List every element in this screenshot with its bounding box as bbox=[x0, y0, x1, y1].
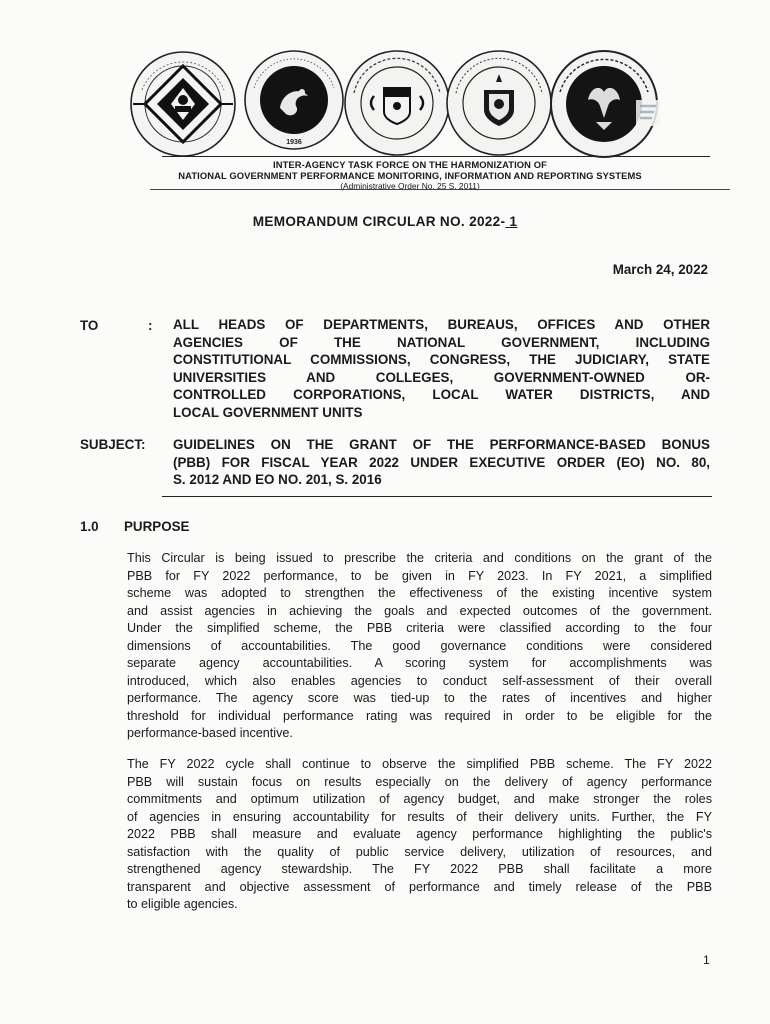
paragraph-line: PBB for FY 2022 performance, to be given in FY 2023. In FY 2021, a simplified bbox=[127, 568, 712, 583]
paragraph-line: threshold for individual performance rating was required in order to be eligible for the bbox=[127, 708, 712, 723]
office-of-the-president-seal-icon bbox=[342, 48, 452, 158]
paragraph-line: performance. The agency score was tied-up to the rates of incentives and higher bbox=[127, 691, 712, 705]
to-label: TO bbox=[80, 318, 99, 333]
subject-line: GUIDELINES ON THE GRANT OF THE PERFORMANCE-BASED BONUS bbox=[173, 437, 710, 452]
to-line: UNIVERSITIES AND COLLEGES, GOVERNMENT-OWNED OR- bbox=[173, 369, 710, 385]
paragraph-line: PBB will sustain focus on results especially on the delivery of agency performance bbox=[127, 774, 712, 789]
paragraph-line: to eligible agencies. bbox=[127, 897, 238, 911]
memorandum-circular-prefix: MEMORANDUM CIRCULAR NO. 2022- bbox=[252, 214, 506, 229]
section-title: PURPOSE bbox=[124, 519, 190, 534]
memorandum-circular-number: 1 bbox=[505, 214, 518, 229]
subject-label: SUBJECT: bbox=[80, 437, 146, 452]
dbm-seal-year: 1936 bbox=[286, 139, 302, 146]
subject-text bbox=[173, 436, 710, 489]
task-force-name-line2: NATIONAL GOVERNMENT PERFORMANCE MONITORING, INFORMATION AND REPORTING SYSTEMS bbox=[178, 170, 642, 181]
paragraph-line: and assist agencies in achieving the goals and expected outcomes of the government. bbox=[127, 603, 712, 618]
paragraph-line: transparent and objective assessment of performance and timely release of the PBB bbox=[127, 879, 712, 894]
header-bottom-rule bbox=[150, 189, 730, 190]
paragraph-line: satisfaction with the quality of public service delivery, utilization of resources, and bbox=[127, 844, 712, 859]
page-number: 1 bbox=[703, 953, 710, 967]
department-of-budget-and-management-seal-icon bbox=[242, 48, 346, 152]
subject-line: (PBB) FOR FISCAL YEAR 2022 UNDER EXECUTIVE ORDER (EO) NO. 80, bbox=[173, 454, 710, 470]
to-colon: : bbox=[148, 318, 153, 333]
to-line: AGENCIES OF THE NATIONAL GOVERNMENT, INCLUDING bbox=[173, 334, 710, 350]
purpose-paragraph-1 bbox=[127, 550, 712, 743]
to-line: CONTROLLED CORPORATIONS, LOCAL WATER DISTRICTS, AND bbox=[173, 387, 710, 403]
paragraph-line: dimensions of accountabilities. The good governance conditions were considered bbox=[127, 638, 712, 653]
paragraph-line: performance-based incentive. bbox=[127, 726, 293, 740]
subject-divider bbox=[162, 496, 712, 497]
to-addressees bbox=[173, 316, 710, 422]
paragraph-line: introduced, which also enables agencies to conduct self-assessment of their overall bbox=[127, 673, 712, 688]
paragraph-line: 2022 PBB shall measure and evaluate agency performance highlighting the public's bbox=[127, 827, 712, 841]
agency-seals-row bbox=[128, 48, 658, 160]
purpose-paragraph-2 bbox=[127, 756, 712, 914]
department-of-finance-seal-icon bbox=[444, 48, 554, 158]
memorandum-date: March 24, 2022 bbox=[612, 262, 708, 277]
to-line: LOCAL GOVERNMENT UNITS bbox=[173, 404, 363, 420]
task-force-name-line1: INTER-AGENCY TASK FORCE ON THE HARMONIZATION OF bbox=[273, 159, 547, 170]
to-line: ALL HEADS OF DEPARTMENTS, BUREAUS, OFFICES AND OTHER bbox=[173, 317, 710, 332]
section-number: 1.0 bbox=[80, 519, 99, 534]
subject-line: S. 2012 AND EO NO. 201, S. 2016 bbox=[173, 472, 382, 488]
administrative-order-reference: (Administrative Order No. 25 S. 2011) bbox=[340, 181, 480, 191]
paragraph-line: scheme was adopted to strengthen the effectiveness of the existing incentive system bbox=[127, 586, 712, 600]
paragraph-line: strengthened agency stewardship. The FY 2022 PBB shall facilitate a more bbox=[127, 862, 712, 876]
to-line: CONSTITUTIONAL COMMISSIONS, CONGRESS, THE JUDICIARY, STATE bbox=[173, 352, 710, 368]
paragraph-line: separate agency accountabilities. A scoring system for accomplishments was bbox=[127, 656, 712, 670]
paragraph-line: The FY 2022 cycle shall continue to observe the simplified PBB scheme. The FY 2022 bbox=[127, 757, 712, 771]
presidential-management-staff-seal-icon bbox=[548, 48, 660, 160]
paragraph-line: This Circular is being issued to prescribe the criteria and conditions on the grant of the bbox=[127, 551, 712, 565]
paragraph-line: commitments and optimum utilization of agency budget, and make stronger the roles bbox=[127, 792, 712, 806]
paragraph-line: Under the simplified scheme, the PBB criteria were classified according to the four bbox=[127, 621, 712, 635]
national-economic-development-authority-seal-icon bbox=[128, 48, 238, 160]
header-divider bbox=[162, 156, 710, 157]
memorandum-circular-title bbox=[0, 214, 770, 229]
paragraph-line: of agencies in ensuring accountability for results of their delivery units. Further, the FY bbox=[127, 809, 712, 824]
